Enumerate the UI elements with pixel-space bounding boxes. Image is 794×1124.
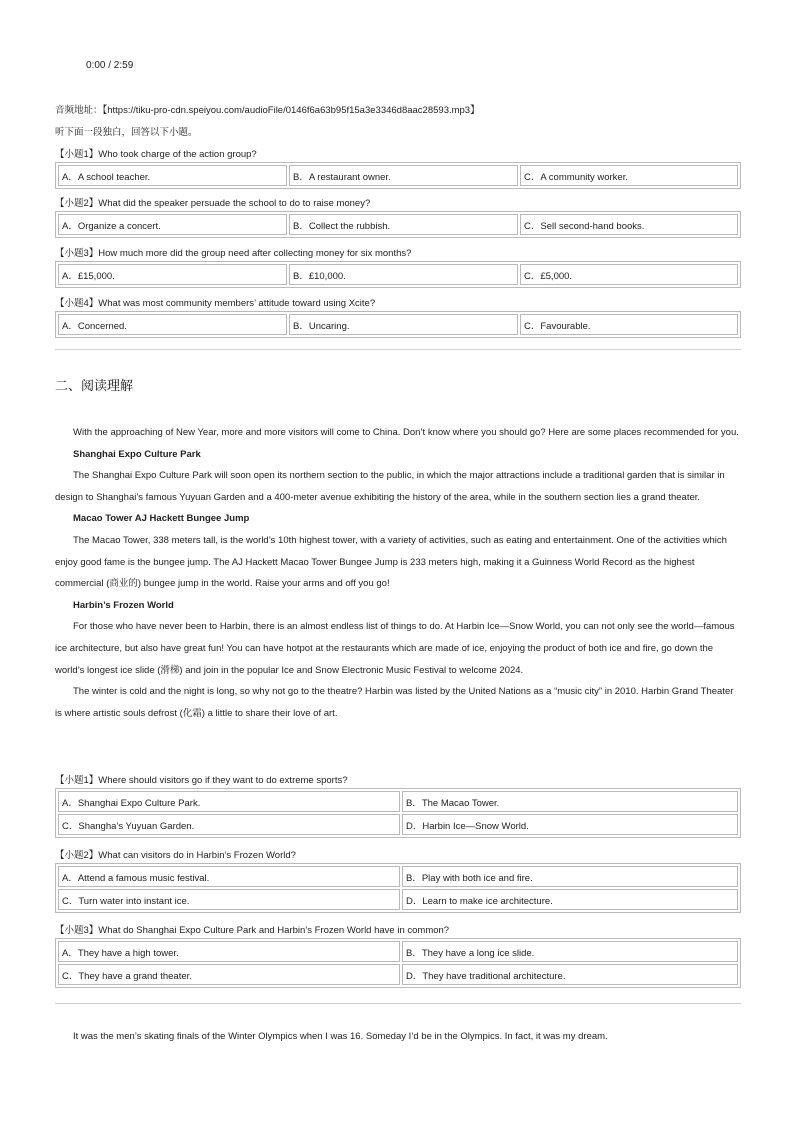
reading-question-3: 【小题3】What do Shanghai Expo Culture Park and Harbin’s Frozen World have in common? (55, 925, 450, 936)
option-a[interactable]: A．A school teacher. (58, 165, 287, 186)
option-a[interactable]: A．Shanghai Expo Culture Park. (58, 791, 400, 812)
option-c[interactable]: C．They have a grand theater. (58, 964, 400, 985)
option-b[interactable]: B．Play with both ice and fire. (402, 866, 738, 887)
option-c[interactable]: C．Turn water into instant ice. (58, 889, 400, 910)
option-b[interactable]: B．A restaurant owner. (289, 165, 518, 186)
option-c[interactable]: C．£5,000. (520, 264, 738, 285)
place-text-macao: The Macao Tower, 338 meters tall, is the world’s 10th highest tower, with a variety of activities, such as eating and entertainment. One of the activities which enjoy good fame is the bungee jump. The AJ Hackett Macao Tower Bungee Jump is 233 meters high, making it a Guinness World Record as the highest commercial (商业的) bungee jump in the world. Raise your arms and off you go! (55, 534, 727, 590)
listening-options-3 (55, 261, 741, 288)
listening-question-4: 【小题4】What was most community members’ attitude toward using Xcite? (55, 298, 376, 309)
option-d[interactable]: D．Learn to make ice architecture. (402, 889, 738, 910)
option-a[interactable]: A．Concerned. (58, 314, 287, 335)
option-b[interactable]: B．£10,000. (289, 264, 518, 285)
reading-passage (55, 422, 741, 724)
option-b[interactable]: B．The Macao Tower. (402, 791, 738, 812)
option-c[interactable]: C．A community worker. (520, 165, 738, 186)
reading-question-1: 【小题1】Where should visitors go if they want to do extreme sports? (55, 775, 348, 786)
place-text-harbin-2: The winter is cold and the night is long, so why not go to the theatre? Harbin was listed by the United Nations as a “music city” in 2010. Harbin Grand Theater is where artistic souls defrost (化霜) a little to share their love of art. (55, 686, 734, 719)
audio-address: 音频地址：【https://tiku-pro-cdn.speiyou.com/audioFile/0146f6a63b95f15a3e3346d8aac28593.mp3】 (55, 105, 480, 116)
reading-options-1 (55, 788, 741, 838)
option-c[interactable]: C．Sell second-hand books. (520, 214, 738, 235)
option-d[interactable]: D．They have traditional architecture. (402, 964, 738, 985)
listening-options-4 (55, 311, 741, 338)
place-text-harbin: For those who have never been to Harbin, there is an almost endless list of things to do. At Harbin Ice—Snow World, you can not only see the world—famous ice architecture, but also have great fun! You can have hotpot at the restaurants which are made of ice, enjoying the product of both ice and fire, go down the world’s longest ice slide (滑梯) and join in the popular Ice and Snow Electronic Music Festival to welcome 2024. (55, 621, 735, 676)
section-title: 二、阅读理解 (55, 378, 134, 393)
audio-time: 0:00 / 2:59 (86, 60, 134, 71)
listening-question-3: 【小题3】How much more did the group need after collecting money for six months? (55, 248, 412, 259)
option-a[interactable]: A．£15,000. (58, 264, 287, 285)
option-d[interactable]: D．Harbin Ice—Snow World. (402, 814, 738, 835)
listening-options-2 (55, 211, 741, 238)
option-b[interactable]: B．They have a long ice slide. (402, 941, 738, 962)
option-a[interactable]: A．Attend a famous music festival. (58, 866, 400, 887)
option-a[interactable]: A．They have a high tower. (58, 941, 400, 962)
option-b[interactable]: B．Uncaring. (289, 314, 518, 335)
listening-question-2: 【小题2】What did the speaker persuade the school to do to raise money? (55, 198, 371, 209)
place-title-shanghai: Shanghai Expo Culture Park (73, 448, 201, 460)
reading-options-3 (55, 938, 741, 988)
section-divider (55, 349, 741, 350)
listening-question-1: 【小题1】Who took charge of the action group? (55, 149, 257, 160)
passage-intro: With the approaching of New Year, more and more visitors will come to China. Don’t know where you should go? Here are some places recommended for you. (73, 427, 739, 438)
option-c[interactable]: C．Favourable. (520, 314, 738, 335)
place-title-harbin: Harbin’s Frozen World (73, 599, 174, 611)
next-passage: It was the men’s skating finals of the Winter Olympics when I was 16. Someday I’d be in the Olympics. In fact, it was my dream. (73, 1031, 608, 1042)
reading-question-2: 【小题2】What can visitors do in Harbin’s Frozen World? (55, 850, 296, 861)
listening-options-1 (55, 162, 741, 189)
place-title-macao: Macao Tower AJ Hackett Bungee Jump (73, 513, 250, 525)
place-text-shanghai: The Shanghai Expo Culture Park will soon open its northern section to the public, in which the major attractions include a traditional garden that is similar in design to Shanghai’s famous Yuyuan Garden and a 400-meter avenue exhibiting the history of the area, while in the southern section lies a grand theater. (55, 470, 725, 503)
listening-instruction: 听下面一段独白，回答以下小题。 (55, 127, 198, 138)
reading-options-2 (55, 863, 741, 913)
option-b[interactable]: B．Collect the rubbish. (289, 214, 518, 235)
option-a[interactable]: A．Organize a concert. (58, 214, 287, 235)
section-divider-2 (55, 1003, 741, 1004)
option-c[interactable]: C．Shangha’s Yuyuan Garden. (58, 814, 400, 835)
